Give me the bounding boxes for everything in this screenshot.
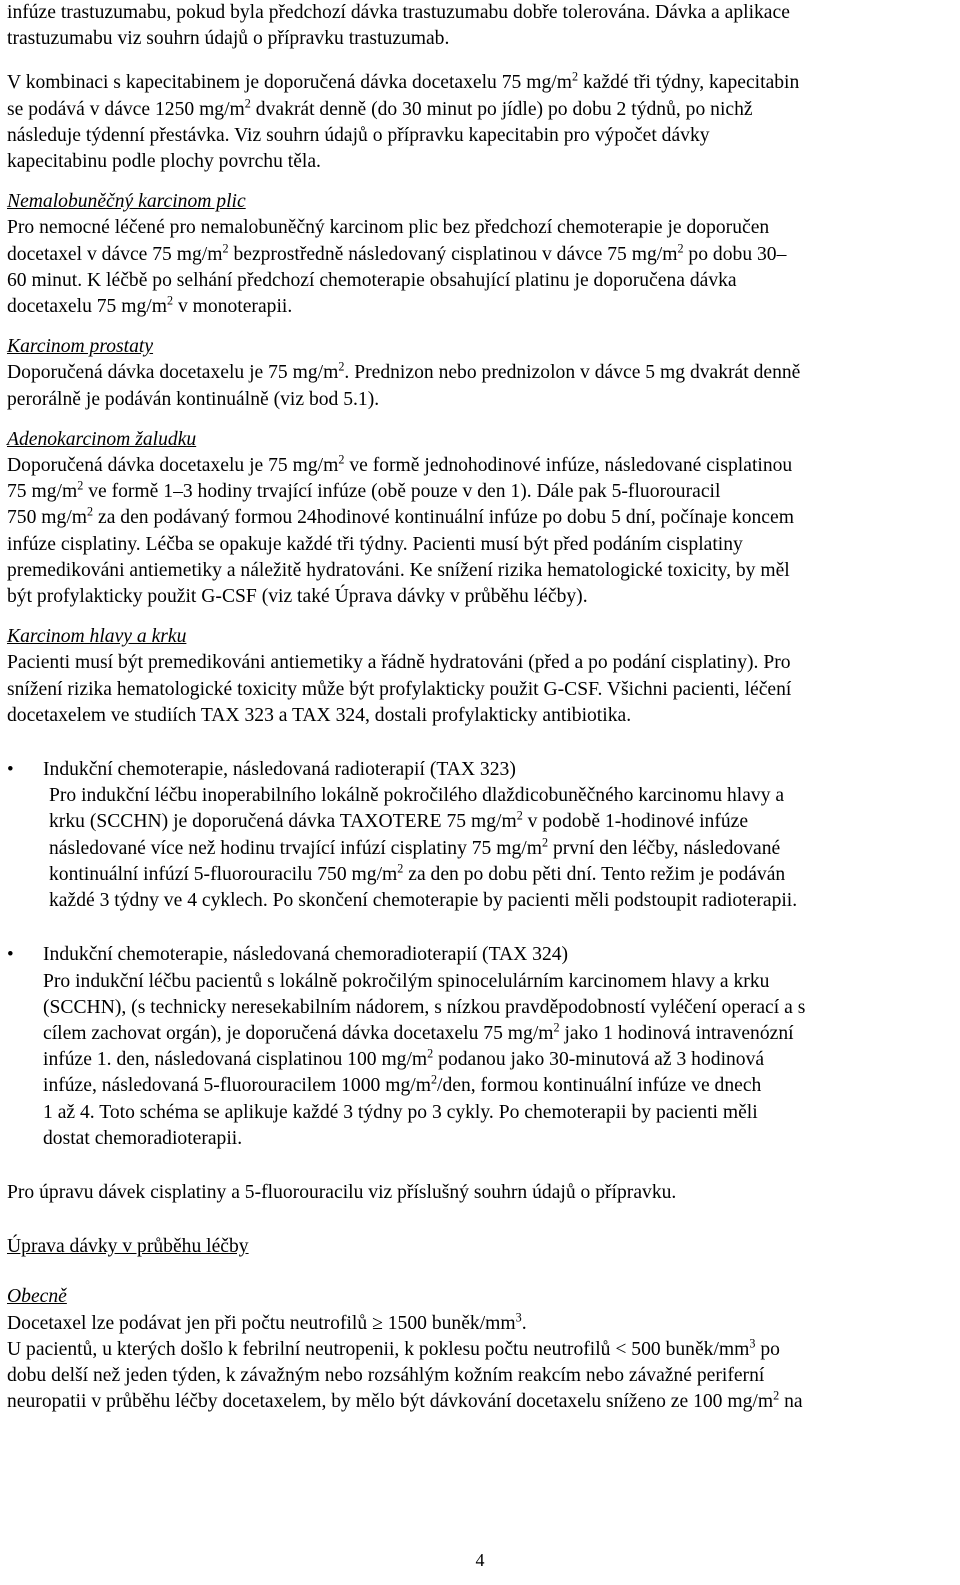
text-line: infúze trastuzumabu, pokud byla předchozí dávka trastuzumabu dobře tolerována. Dávka a aplikace (7, 2, 790, 23)
prostate-section (7, 334, 953, 413)
text-line: neuropatii v průběhu léčby docetaxelem, by mělo být dávkování docetaxelu sníženo ze 100 $mg/m^2$ na (7, 1388, 803, 1413)
text-line: se podává v dávce 1250 $mg/m^2$ dvakrát denně (do 30 minut po jídle) po dobu 2 týdnů, po nichž (7, 96, 753, 120)
section-heading: Nemalobuněčný karcinom plic (7, 191, 246, 213)
text-line: V kombinaci s kapecitabinem je doporučená dávka docetaxelu 75 $mg/m^2$ každé tři týdny, kapecitabin (7, 69, 800, 94)
text-line: dobu delší než jeden týden, k závažným nebo rozsáhlým kožním reakcím nebo závažné periferní (7, 1364, 765, 1386)
capecitabine-paragraph (7, 70, 953, 175)
greater-equal-symbol: ≥ (372, 1312, 383, 1334)
text-line: 1 až 4. Toto schéma se aplikuje každé 3 týdny po 3 cykly. Po chemoterapii by pacienti měli (43, 1101, 758, 1123)
section-heading: Karcinom hlavy a krku (7, 626, 187, 648)
text-line: docetaxel v dávce 75 $mg/m^2$ bezprostředně následovaný cisplatinou v dávce 75 $mg/m^2$ po dobu 30– (7, 241, 787, 265)
text-line: kapecitabinu podle plochy povrchu těla. (7, 151, 321, 173)
document-page (7, 0, 953, 1415)
text-line: infúze 1. den, následovaná cisplatinou 100 $mg/m^2$ podanou jako 30-minutová až 3 hodinová (43, 1046, 765, 1071)
text-line: kontinuální infúzí 5-fluorouracilu 750 $mg/m^2$ za den po dobu pěti dní. Tento režim je podáván (49, 861, 786, 885)
text-line: Doporučená dávka docetaxelu je 75 $mg/m^2$. Prednizon nebo prednizolon v dávce 5 mg dvakrát denně (7, 359, 801, 384)
bullet-icon: • (7, 759, 14, 781)
bullet-icon: • (7, 944, 14, 966)
bullet-title: Indukční chemoterapie, následovaná chemoradioterapií (TAX 324) (43, 944, 569, 966)
text-line: docetaxelu 75 $mg/m^2$ v monoterapii. (7, 293, 293, 318)
head-neck-section (7, 624, 953, 729)
dose-adjustment-section (7, 1234, 953, 1415)
text-line: Pacienti musí být premedikováni antiemetiky a řádně hydratováni (před a po podání cisplatiny). Pro (7, 652, 791, 674)
text-line: 75 $mg/m^2$ ve formě 1–3 hodiny trvající infúze (obě pouze v den 1). Dále pak 5-fluorouracil (7, 478, 721, 503)
text-line: krku (SCCHN) je doporučená dávka TAXOTERE 75 $mg/m^2$ v podobě 1-hodinové infúze (49, 808, 749, 833)
nsclc-section (7, 189, 953, 320)
section-heading: Úprava dávky v průběhu léčby (7, 1236, 249, 1258)
text-line: dostat chemoradioterapii. (43, 1127, 243, 1149)
text-line: docetaxelem ve studiích TAX 323 a TAX 324, dostali profylakticky antibiotika. (7, 704, 632, 726)
intro-paragraph (7, 0, 953, 52)
text-line: trastuzumabu viz souhrn údajů o přípravku trastuzumab. (7, 28, 450, 50)
text-line: Pro indukční léčbu inoperabilního lokálně pokročilého dlaždicobuněčného karcinomu hlavy a (49, 785, 785, 807)
cisplatin-adjust-note: Pro úpravu dávek cisplatiny a 5-fluorouracilu viz příslušný souhrn údajů o přípravku. (7, 1181, 677, 1203)
section-heading: Karcinom prostaty (7, 336, 154, 358)
text-line: premedikováni antiemetiky a náležitě hydratováni. Ke snížení rizika hematologické toxicity, by měl (7, 559, 790, 581)
page-number: 4 (475, 1550, 485, 1570)
section-heading: Adenokarcinom žaludku (7, 428, 197, 450)
text-line: snížení rizika hematologické toxicity může být profylakticky použit G-CSF. Všichni pacienti, léčení (7, 678, 792, 700)
text-line: cílem zachovat orgán), je doporučená dávka docetaxelu 75 $mg/m^2$ jako 1 hodinová intravenózní (43, 1020, 794, 1044)
text-line: infúze, následovaná 5-fluorouracilem 1000 $mg/m^2$/den, formou kontinuální infúze ve dnech (43, 1072, 762, 1097)
text-line: Doporučená dávka docetaxelu je 75 $mg/m^2$ ve formě jednohodinové infúze, následované cisplatinou (7, 452, 793, 477)
text-line: Docetaxel lze podávat jen při počtu neutrofilů ≥ 1500 buněk/$mm^3$. (7, 1310, 527, 1334)
bullet-title: Indukční chemoterapie, následovaná radioterapií (TAX 323) (43, 759, 516, 781)
text-line: Pro indukční léčbu pacientů s lokálně pokročilým spinocelulárním karcinomem hlavy a krku (43, 970, 770, 992)
text-line: každé 3 týdny ve 4 cyklech. Po skončení chemoterapie by pacienti měli podstoupit radioterapii. (49, 890, 798, 912)
text-line: (SCCHN), (s technicky neresekabilním nádorem, s nízkou pravděpodobností vyléčení operací a s (43, 996, 806, 1018)
text-line: 750 $mg/m^2$ za den podávaný formou 24hodinové kontinuální infúze po dobu 5 dní, počínaje koncem (7, 504, 794, 529)
tax323-bullet-item (7, 757, 953, 914)
text-line: 60 minut. K léčbě po selhání předchozí chemoterapie obsahující platinu je doporučena dávka (7, 269, 737, 291)
subsection-heading: Obecně (7, 1286, 67, 1308)
text-line: následované více než hodinu trvající infúzí cisplatiny 75 $mg/m^2$ první den léčby, následované (49, 835, 781, 859)
gastric-section (7, 427, 953, 610)
text-line: následuje týdenní přestávka. Viz souhrn údajů o přípravku kapecitabin pro výpočet dávky (7, 124, 710, 146)
text-line: perorálně je podáván kontinuálně (viz bod 5.1). (7, 388, 380, 410)
text-line: U pacientů, u kterých došlo k febrilní neutropenii, k poklesu počtu neutrofilů < 500 buněk/$mm^3$ po (7, 1336, 780, 1360)
tax324-bullet-item (7, 942, 953, 1152)
text-line: být profylakticky použit G-CSF (viz také Úprava dávky v průběhu léčby). (7, 586, 588, 608)
text-line: Pro nemocné léčené pro nemalobuněčný karcinom plic bez předchozí chemoterapie je doporučen (7, 217, 770, 239)
text-line: infúze cisplatiny. Léčba se opakuje každé tři týdny. Pacienti musí být před podáním cisplatiny (7, 533, 743, 555)
